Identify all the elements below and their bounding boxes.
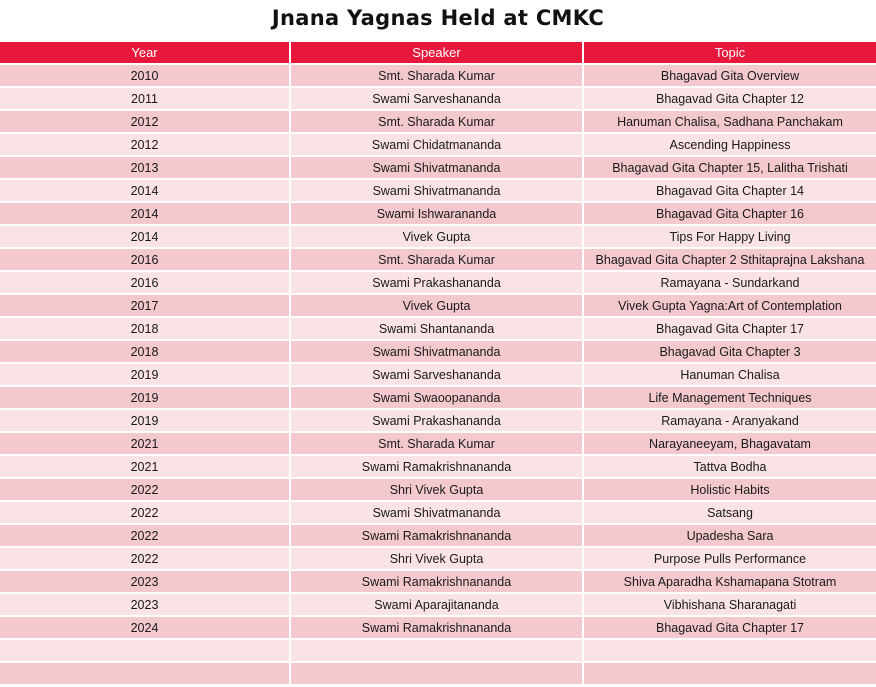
topic-cell: Upadesha Sara bbox=[583, 524, 876, 547]
year-cell: 2016 bbox=[0, 271, 290, 294]
speaker-cell: Smt. Sharada Kumar bbox=[290, 64, 583, 87]
table-row bbox=[0, 363, 876, 386]
table-row bbox=[0, 478, 876, 501]
year-cell: 2022 bbox=[0, 524, 290, 547]
speaker-cell bbox=[290, 639, 583, 662]
year-cell: 2022 bbox=[0, 547, 290, 570]
table-row bbox=[0, 202, 876, 225]
page-title: Jnana Yagnas Held at CMKC bbox=[271, 6, 605, 30]
topic-cell: Narayaneeyam, Bhagavatam bbox=[583, 432, 876, 455]
topic-cell: Bhagavad Gita Chapter 14 bbox=[583, 179, 876, 202]
topic-cell: Vivek Gupta Yagna:Art of Contemplation bbox=[583, 294, 876, 317]
topic-cell: Purpose Pulls Performance bbox=[583, 547, 876, 570]
topic-cell: Ramayana - Aranyakand bbox=[583, 409, 876, 432]
topic-cell: Bhagavad Gita Chapter 16 bbox=[583, 202, 876, 225]
speaker-cell: Smt. Sharada Kumar bbox=[290, 110, 583, 133]
table-row bbox=[0, 593, 876, 616]
speaker-cell: Shri Vivek Gupta bbox=[290, 478, 583, 501]
speaker-cell: Swami Prakashananda bbox=[290, 409, 583, 432]
column-header-year: Year bbox=[0, 42, 290, 64]
table-body bbox=[0, 64, 876, 685]
year-cell: 2022 bbox=[0, 501, 290, 524]
topic-cell bbox=[583, 662, 876, 685]
topic-cell bbox=[583, 639, 876, 662]
topic-cell: Hanuman Chalisa, Sadhana Panchakam bbox=[583, 110, 876, 133]
year-cell: 2014 bbox=[0, 225, 290, 248]
year-cell: 2019 bbox=[0, 409, 290, 432]
table-row bbox=[0, 501, 876, 524]
topic-cell: Tattva Bodha bbox=[583, 455, 876, 478]
table-row bbox=[0, 547, 876, 570]
topic-cell: Hanuman Chalisa bbox=[583, 363, 876, 386]
year-cell: 2023 bbox=[0, 593, 290, 616]
speaker-cell: Swami Ramakrishnananda bbox=[290, 524, 583, 547]
speaker-cell: Swami Aparajitananda bbox=[290, 593, 583, 616]
table-row bbox=[0, 455, 876, 478]
topic-cell: Satsang bbox=[583, 501, 876, 524]
year-cell: 2012 bbox=[0, 133, 290, 156]
topic-cell: Holistic Habits bbox=[583, 478, 876, 501]
table-row bbox=[0, 639, 876, 662]
year-cell: 2021 bbox=[0, 432, 290, 455]
table-row bbox=[0, 156, 876, 179]
table-row bbox=[0, 317, 876, 340]
year-cell: 2018 bbox=[0, 340, 290, 363]
year-cell: 2018 bbox=[0, 317, 290, 340]
topic-cell: Bhagavad Gita Chapter 17 bbox=[583, 616, 876, 639]
column-header-speaker: Speaker bbox=[290, 42, 583, 64]
topic-cell: Ascending Happiness bbox=[583, 133, 876, 156]
table-row bbox=[0, 616, 876, 639]
speaker-cell: Swami Ramakrishnananda bbox=[290, 455, 583, 478]
year-cell: 2019 bbox=[0, 386, 290, 409]
speaker-cell: Smt. Sharada Kumar bbox=[290, 248, 583, 271]
table-row bbox=[0, 386, 876, 409]
year-cell: 2012 bbox=[0, 110, 290, 133]
table-row bbox=[0, 87, 876, 110]
table-row bbox=[0, 64, 876, 87]
speaker-cell: Swami Shivatmananda bbox=[290, 340, 583, 363]
year-cell: 2016 bbox=[0, 248, 290, 271]
year-cell: 2010 bbox=[0, 64, 290, 87]
speaker-cell: Swami Shivatmananda bbox=[290, 179, 583, 202]
speaker-cell: Swami Shivatmananda bbox=[290, 501, 583, 524]
speaker-cell: Swami Ramakrishnananda bbox=[290, 616, 583, 639]
year-cell: 2014 bbox=[0, 179, 290, 202]
table-row bbox=[0, 340, 876, 363]
speaker-cell: Smt. Sharada Kumar bbox=[290, 432, 583, 455]
speaker-cell: Swami Sarveshananda bbox=[290, 363, 583, 386]
speaker-cell: Shri Vivek Gupta bbox=[290, 547, 583, 570]
year-cell: 2017 bbox=[0, 294, 290, 317]
topic-cell: Bhagavad Gita Chapter 2 Sthitaprajna Lakshana bbox=[583, 248, 876, 271]
year-cell bbox=[0, 639, 290, 662]
speaker-cell: Swami Chidatmananda bbox=[290, 133, 583, 156]
table-row bbox=[0, 294, 876, 317]
table-header bbox=[0, 42, 876, 64]
table-row bbox=[0, 179, 876, 202]
yagna-table bbox=[0, 42, 876, 686]
speaker-cell: Swami Prakashananda bbox=[290, 271, 583, 294]
speaker-cell: Vivek Gupta bbox=[290, 225, 583, 248]
year-cell: 2022 bbox=[0, 478, 290, 501]
speaker-cell: Swami Ishwarananda bbox=[290, 202, 583, 225]
table-row bbox=[0, 110, 876, 133]
year-cell: 2023 bbox=[0, 570, 290, 593]
speaker-cell: Swami Shantananda bbox=[290, 317, 583, 340]
table-row bbox=[0, 133, 876, 156]
speaker-cell: Swami Ramakrishnananda bbox=[290, 570, 583, 593]
topic-cell: Bhagavad Gita Overview bbox=[583, 64, 876, 87]
table-row bbox=[0, 432, 876, 455]
table-row bbox=[0, 662, 876, 685]
table-row bbox=[0, 409, 876, 432]
year-cell: 2013 bbox=[0, 156, 290, 179]
table-row bbox=[0, 271, 876, 294]
year-cell: 2021 bbox=[0, 455, 290, 478]
header-row bbox=[0, 42, 876, 64]
speaker-cell: Swami Shivatmananda bbox=[290, 156, 583, 179]
topic-cell: Life Management Techniques bbox=[583, 386, 876, 409]
topic-cell: Bhagavad Gita Chapter 17 bbox=[583, 317, 876, 340]
speaker-cell bbox=[290, 662, 583, 685]
year-cell: 2011 bbox=[0, 87, 290, 110]
year-cell: 2014 bbox=[0, 202, 290, 225]
table-row bbox=[0, 524, 876, 547]
topic-cell: Tips For Happy Living bbox=[583, 225, 876, 248]
table-row bbox=[0, 570, 876, 593]
column-header-topic: Topic bbox=[583, 42, 876, 64]
topic-cell: Shiva Aparadha Kshamapana Stotram bbox=[583, 570, 876, 593]
year-cell: 2024 bbox=[0, 616, 290, 639]
speaker-cell: Vivek Gupta bbox=[290, 294, 583, 317]
year-cell bbox=[0, 662, 290, 685]
topic-cell: Bhagavad Gita Chapter 15, Lalitha Trishati bbox=[583, 156, 876, 179]
table-row bbox=[0, 248, 876, 271]
table-row bbox=[0, 225, 876, 248]
speaker-cell: Swami Sarveshananda bbox=[290, 87, 583, 110]
year-cell: 2019 bbox=[0, 363, 290, 386]
topic-cell: Ramayana - Sundarkand bbox=[583, 271, 876, 294]
topic-cell: Bhagavad Gita Chapter 3 bbox=[583, 340, 876, 363]
topic-cell: Bhagavad Gita Chapter 12 bbox=[583, 87, 876, 110]
topic-cell: Vibhishana Sharanagati bbox=[583, 593, 876, 616]
speaker-cell: Swami Swaoopananda bbox=[290, 386, 583, 409]
